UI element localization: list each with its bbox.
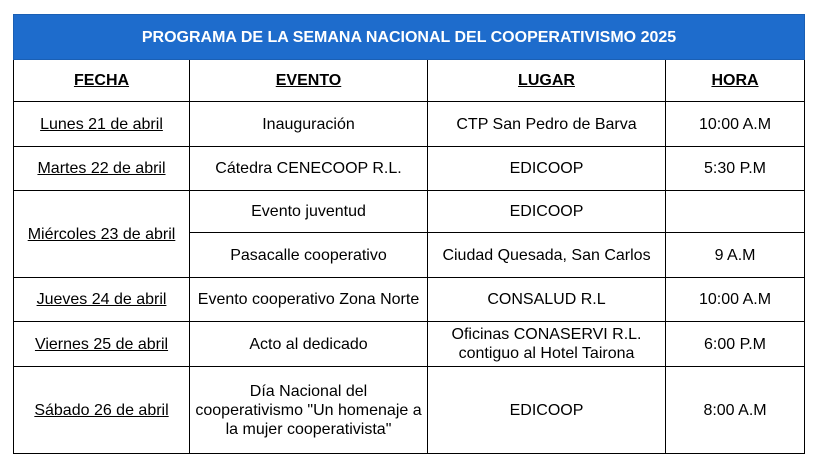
table-row	[14, 102, 805, 147]
place-cell: EDICOOP	[428, 367, 666, 454]
place-cell: Oficinas CONASERVI R.L. contiguo al Hotel Tairona	[428, 322, 666, 367]
place-cell: EDICOOP	[428, 147, 666, 191]
date-cell: Lunes 21 de abril	[14, 102, 190, 147]
place-cell: EDICOOP	[428, 191, 666, 233]
time-cell: 9 A.M	[666, 233, 805, 278]
event-cell: Evento cooperativo Zona Norte	[190, 278, 428, 322]
title-row	[14, 15, 805, 60]
header-lugar: LUGAR	[428, 60, 666, 102]
place-cell: Ciudad Quesada, San Carlos	[428, 233, 666, 278]
date-cell: Viernes 25 de abril	[14, 322, 190, 367]
schedule-table	[13, 14, 805, 454]
event-cell: Inauguración	[190, 102, 428, 147]
table-row	[14, 367, 805, 454]
time-cell: 8:00 A.M	[666, 367, 805, 454]
event-cell: Día Nacional del cooperativismo "Un homenaje a la mujer cooperativista"	[190, 367, 428, 454]
table-row	[14, 191, 805, 233]
event-cell: Pasacalle cooperativo	[190, 233, 428, 278]
time-cell: 5:30 P.M	[666, 147, 805, 191]
place-cell: CONSALUD R.L	[428, 278, 666, 322]
date-cell: Jueves 24 de abril	[14, 278, 190, 322]
time-cell: 10:00 A.M	[666, 278, 805, 322]
header-hora: HORA	[666, 60, 805, 102]
time-cell: 6:00 P.M	[666, 322, 805, 367]
table-title: PROGRAMA DE LA SEMANA NACIONAL DEL COOPERATIVISMO 2025	[14, 15, 805, 60]
time-cell: 10:00 A.M	[666, 102, 805, 147]
date-cell: Martes 22 de abril	[14, 147, 190, 191]
date-cell: Sábado 26 de abril	[14, 367, 190, 454]
header-row	[14, 60, 805, 102]
table-row	[14, 322, 805, 367]
header-evento: EVENTO	[190, 60, 428, 102]
event-cell: Cátedra CENECOOP R.L.	[190, 147, 428, 191]
date-cell: Miércoles 23 de abril	[14, 191, 190, 278]
event-cell: Evento juventud	[190, 191, 428, 233]
place-cell: CTP San Pedro de Barva	[428, 102, 666, 147]
time-cell	[666, 191, 805, 233]
table-row	[14, 147, 805, 191]
header-fecha: FECHA	[14, 60, 190, 102]
table-row	[14, 278, 805, 322]
event-cell: Acto al dedicado	[190, 322, 428, 367]
